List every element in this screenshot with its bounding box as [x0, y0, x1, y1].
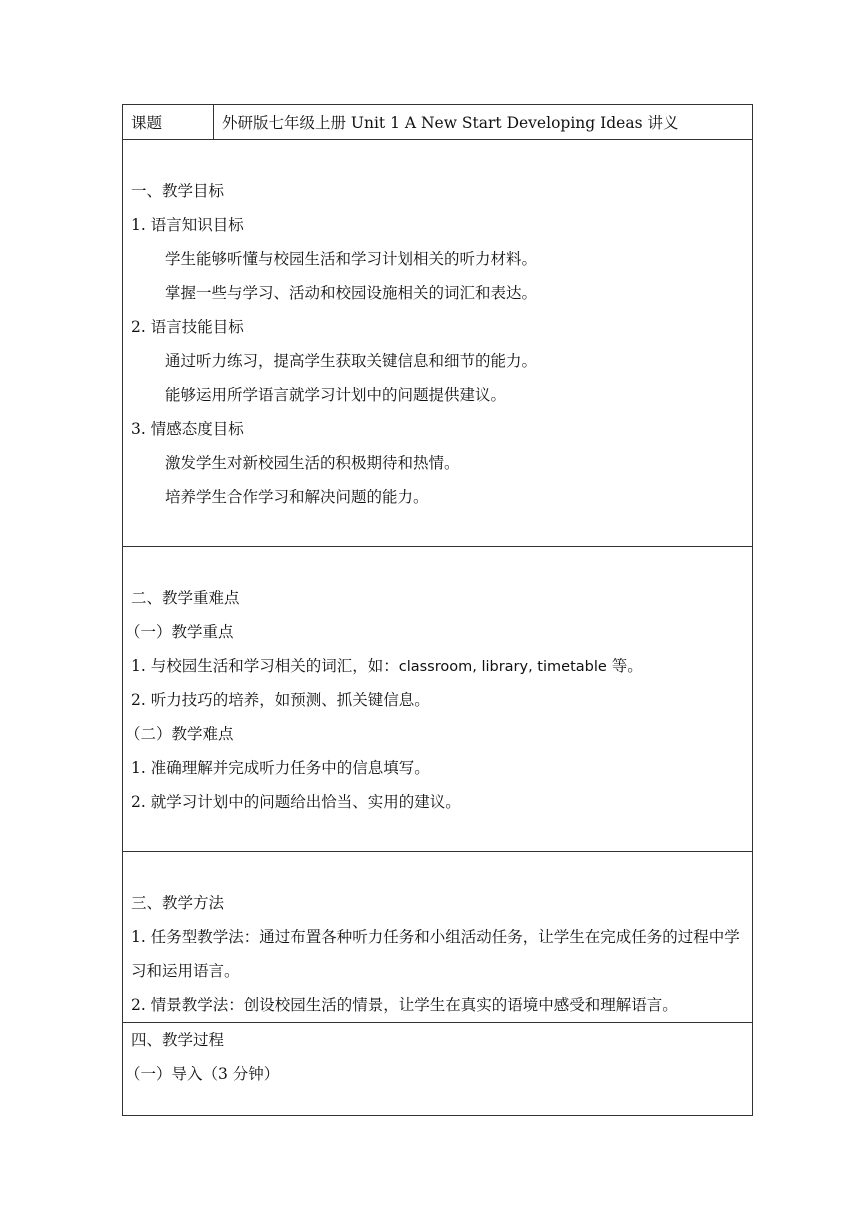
objective-line: 培养学生合作学习和解决问题的能力。	[165, 488, 429, 506]
objective-line: 通过听力练习，提高学生获取关键信息和细节的能力。	[165, 352, 538, 370]
section-heading: 一、教学目标	[131, 182, 225, 200]
topic-title: 外研版七年级上册 Unit 1 A New Start Developing Ideas 讲义	[214, 105, 753, 140]
section-objectives-row	[123, 140, 753, 547]
section-heading: 二、教学重难点	[131, 589, 240, 607]
section-objectives	[123, 140, 753, 547]
difficulty-line: 1. 准确理解并完成听力任务中的信息填写。	[131, 759, 430, 777]
objective-title: 3. 情感态度目标	[131, 420, 244, 438]
key-point-line	[131, 649, 748, 683]
method-line: 2. 情景教学法：创设校园生活的情景，让学生在真实的语境中感受和理解语言。	[131, 996, 678, 1014]
section-process-row	[123, 1023, 753, 1116]
subsection-title: （一）教学重点	[125, 623, 234, 641]
objective-line: 学生能够听懂与校园生活和学习计划相关的听力材料。	[165, 250, 538, 268]
section-heading: 三、教学方法	[131, 894, 225, 912]
subsection-title: （一）导入（3 分钟）	[125, 1065, 280, 1083]
header-row	[123, 105, 753, 140]
objective-line: 激发学生对新校园生活的积极期待和热情。	[165, 454, 460, 472]
objective-title: 2. 语言技能目标	[131, 318, 244, 336]
method-line: 1. 任务型教学法：通过布置各种听力任务和小组活动任务，让学生在完成任务的过程中学习和运用语言。	[131, 928, 740, 980]
key-point-vocabulary: classroom, library, timetable	[398, 659, 607, 675]
key-point-suffix: 等。	[606, 657, 643, 675]
section-methods-row	[123, 852, 753, 1023]
section-methods	[123, 852, 753, 1023]
objective-line: 掌握一些与学习、活动和校园设施相关的词汇和表达。	[165, 284, 538, 302]
difficulty-line: 2. 就学习计划中的问题给出恰当、实用的建议。	[131, 793, 461, 811]
key-point-line: 2. 听力技巧的培养，如预测、抓关键信息。	[131, 691, 430, 709]
section-key-points-row	[123, 547, 753, 852]
subsection-title: （二）教学难点	[125, 725, 234, 743]
lesson-plan-table	[122, 104, 753, 1116]
section-key-points	[123, 547, 753, 852]
topic-label: 课题	[123, 105, 214, 140]
objective-title: 1. 语言知识目标	[131, 216, 244, 234]
key-point-prefix: 1. 与校园生活和学习相关的词汇，如：	[131, 657, 399, 675]
objective-line: 能够运用所学语言就学习计划中的问题提供建议。	[165, 386, 507, 404]
section-heading: 四、教学过程	[131, 1031, 225, 1049]
section-process	[123, 1023, 753, 1116]
